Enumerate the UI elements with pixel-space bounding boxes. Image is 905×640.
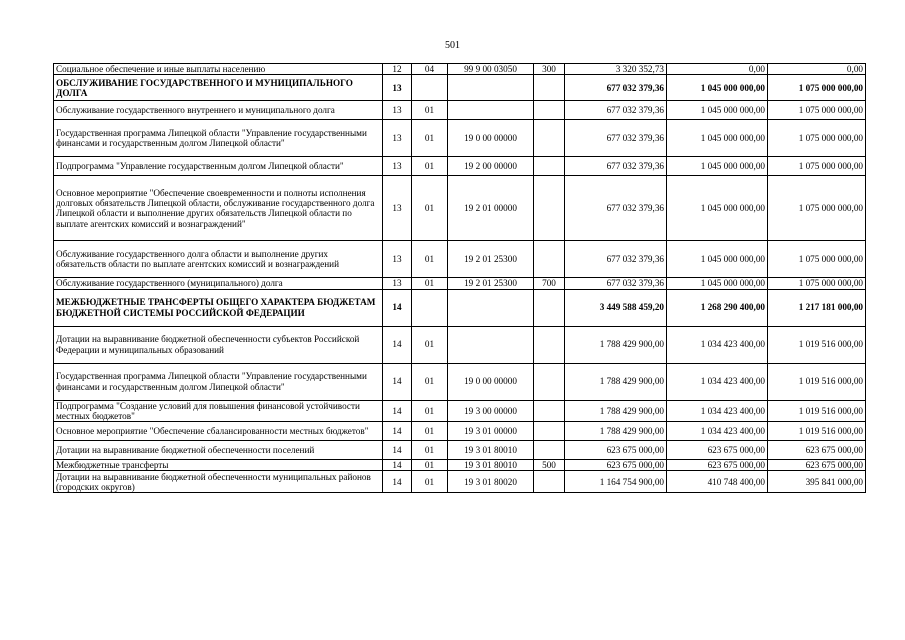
budget-table — [53, 63, 866, 493]
row-amount-2: 1 045 000 000,00 — [667, 75, 768, 101]
row-amount-2: 1 045 000 000,00 — [667, 241, 768, 278]
row-amount-3: 623 675 000,00 — [768, 441, 866, 460]
row-amount-3: 1 075 000 000,00 — [768, 241, 866, 278]
row-target-article — [448, 326, 534, 363]
row-amount-3: 623 675 000,00 — [768, 460, 866, 471]
row-target-article: 19 3 01 80010 — [448, 441, 534, 460]
table-row — [54, 157, 866, 176]
row-name: Дотации на выравнивание бюджетной обеспеченности субъектов Российской Федерации и муниципальных образований — [54, 326, 383, 363]
row-amount-3: 1 075 000 000,00 — [768, 278, 866, 289]
row-amount-3: 1 019 516 000,00 — [768, 400, 866, 422]
row-subsection — [412, 75, 448, 101]
row-amount-3: 1 075 000 000,00 — [768, 120, 866, 157]
table-row — [54, 176, 866, 241]
table-row — [54, 64, 866, 75]
table-row — [54, 422, 866, 441]
table-row — [54, 75, 866, 101]
row-subsection: 01 — [412, 422, 448, 441]
table-row — [54, 120, 866, 157]
row-name: Обслуживание государственного долга области и выполнение других обязательств области по выплате агентских комиссий и вознаграждений — [54, 241, 383, 278]
table-row — [54, 326, 866, 363]
row-name: Основное мероприятие "Обеспечение сбалансированности местных бюджетов" — [54, 422, 383, 441]
row-subsection: 01 — [412, 157, 448, 176]
row-target-article: 19 2 00 00000 — [448, 157, 534, 176]
page-number: 501 — [445, 40, 460, 51]
row-target-article: 19 2 01 25300 — [448, 278, 534, 289]
row-amount-3: 1 217 181 000,00 — [768, 289, 866, 326]
row-section: 14 — [383, 471, 412, 493]
row-amount-2: 0,00 — [667, 64, 768, 75]
row-amount-2: 1 045 000 000,00 — [667, 176, 768, 241]
row-target-article: 19 3 01 80010 — [448, 460, 534, 471]
row-target-article: 19 3 01 80020 — [448, 471, 534, 493]
row-amount-1: 677 032 379,36 — [565, 157, 667, 176]
row-amount-3: 0,00 — [768, 64, 866, 75]
table-row — [54, 460, 866, 471]
row-section: 14 — [383, 400, 412, 422]
row-amount-1: 677 032 379,36 — [565, 278, 667, 289]
row-amount-2: 1 034 423 400,00 — [667, 400, 768, 422]
row-section: 13 — [383, 241, 412, 278]
row-amount-1: 677 032 379,36 — [565, 176, 667, 241]
row-expense-type: 300 — [534, 64, 565, 75]
row-amount-1: 1 788 429 900,00 — [565, 363, 667, 400]
row-expense-type — [534, 441, 565, 460]
row-amount-3: 1 019 516 000,00 — [768, 422, 866, 441]
row-section: 14 — [383, 363, 412, 400]
row-name: Дотации на выравнивание бюджетной обеспеченности муниципальных районов (городских округов) — [54, 471, 383, 493]
row-expense-type — [534, 363, 565, 400]
row-amount-1: 1 788 429 900,00 — [565, 400, 667, 422]
row-amount-2: 1 268 290 400,00 — [667, 289, 768, 326]
row-expense-type — [534, 75, 565, 101]
row-expense-type — [534, 289, 565, 326]
row-amount-1: 623 675 000,00 — [565, 460, 667, 471]
table-row — [54, 278, 866, 289]
row-amount-2: 1 034 423 400,00 — [667, 326, 768, 363]
row-amount-3: 1 019 516 000,00 — [768, 326, 866, 363]
row-amount-3: 1 075 000 000,00 — [768, 75, 866, 101]
row-amount-2: 1 034 423 400,00 — [667, 422, 768, 441]
row-name: Межбюджетные трансферты — [54, 460, 383, 471]
row-amount-1: 1 788 429 900,00 — [565, 326, 667, 363]
row-subsection: 01 — [412, 363, 448, 400]
row-target-article: 19 3 01 00000 — [448, 422, 534, 441]
row-section: 13 — [383, 157, 412, 176]
row-name: ОБСЛУЖИВАНИЕ ГОСУДАРСТВЕННОГО И МУНИЦИПАЛЬНОГО ДОЛГА — [54, 75, 383, 101]
row-target-article — [448, 101, 534, 120]
table-row — [54, 101, 866, 120]
row-name: Подпрограмма "Создание условий для повышения финансовой устойчивости местных бюджетов" — [54, 400, 383, 422]
row-expense-type — [534, 326, 565, 363]
row-subsection: 01 — [412, 400, 448, 422]
row-expense-type — [534, 422, 565, 441]
row-expense-type — [534, 471, 565, 493]
row-section: 12 — [383, 64, 412, 75]
row-subsection: 01 — [412, 278, 448, 289]
row-amount-1: 3 320 352,73 — [565, 64, 667, 75]
row-target-article: 99 9 00 03050 — [448, 64, 534, 75]
table-body — [54, 64, 866, 493]
table-row — [54, 471, 866, 493]
row-subsection: 01 — [412, 460, 448, 471]
row-expense-type: 700 — [534, 278, 565, 289]
row-amount-3: 1 075 000 000,00 — [768, 157, 866, 176]
row-subsection: 01 — [412, 241, 448, 278]
row-amount-2: 410 748 400,00 — [667, 471, 768, 493]
row-section: 14 — [383, 289, 412, 326]
row-section: 13 — [383, 176, 412, 241]
row-amount-1: 677 032 379,36 — [565, 101, 667, 120]
row-name: Основное мероприятие "Обеспечение своевременности и полноты исполнения долговых обязательств Липецкой области, обслуживание государственного долга Липецкой области и выполнение других обязательств Липецкой области по выплате агентских комиссий и вознаграждений" — [54, 176, 383, 241]
row-amount-2: 1 045 000 000,00 — [667, 120, 768, 157]
row-name: Дотации на выравнивание бюджетной обеспеченности поселений — [54, 441, 383, 460]
row-target-article: 19 0 00 00000 — [448, 363, 534, 400]
row-name: Государственная программа Липецкой области "Управление государственными финансами и государственным долгом Липецкой области" — [54, 363, 383, 400]
row-name: Государственная программа Липецкой области "Управление государственными финансами и государственным долгом Липецкой области" — [54, 120, 383, 157]
table-row — [54, 363, 866, 400]
row-target-article — [448, 75, 534, 101]
row-expense-type — [534, 157, 565, 176]
row-section: 14 — [383, 460, 412, 471]
row-subsection: 01 — [412, 176, 448, 241]
row-expense-type — [534, 400, 565, 422]
row-subsection: 01 — [412, 326, 448, 363]
row-subsection: 01 — [412, 471, 448, 493]
row-subsection: 01 — [412, 101, 448, 120]
row-section: 14 — [383, 422, 412, 441]
row-target-article: 19 2 01 25300 — [448, 241, 534, 278]
row-section: 13 — [383, 75, 412, 101]
row-section: 13 — [383, 278, 412, 289]
row-subsection: 01 — [412, 441, 448, 460]
row-expense-type — [534, 101, 565, 120]
table-row — [54, 400, 866, 422]
row-subsection: 01 — [412, 120, 448, 157]
table-row — [54, 241, 866, 278]
row-expense-type: 500 — [534, 460, 565, 471]
row-expense-type — [534, 176, 565, 241]
row-section: 14 — [383, 326, 412, 363]
row-section: 14 — [383, 441, 412, 460]
row-amount-2: 1 045 000 000,00 — [667, 157, 768, 176]
row-amount-2: 623 675 000,00 — [667, 460, 768, 471]
row-expense-type — [534, 120, 565, 157]
row-amount-1: 3 449 588 459,20 — [565, 289, 667, 326]
row-expense-type — [534, 241, 565, 278]
row-amount-2: 623 675 000,00 — [667, 441, 768, 460]
row-amount-2: 1 034 423 400,00 — [667, 363, 768, 400]
row-amount-3: 1 075 000 000,00 — [768, 101, 866, 120]
row-amount-2: 1 045 000 000,00 — [667, 278, 768, 289]
row-section: 13 — [383, 120, 412, 157]
row-amount-1: 1 788 429 900,00 — [565, 422, 667, 441]
row-name: Обслуживание государственного (муниципального) долга — [54, 278, 383, 289]
row-amount-2: 1 045 000 000,00 — [667, 101, 768, 120]
row-name: Обслуживание государственного внутреннего и муниципального долга — [54, 101, 383, 120]
row-amount-3: 1 075 000 000,00 — [768, 176, 866, 241]
row-amount-1: 1 164 754 900,00 — [565, 471, 667, 493]
row-subsection: 04 — [412, 64, 448, 75]
table-row — [54, 289, 866, 326]
row-target-article: 19 2 01 00000 — [448, 176, 534, 241]
row-amount-1: 677 032 379,36 — [565, 120, 667, 157]
row-target-article: 19 3 00 00000 — [448, 400, 534, 422]
row-amount-1: 677 032 379,36 — [565, 75, 667, 101]
row-target-article — [448, 289, 534, 326]
row-name: Подпрограмма "Управление государственным долгом Липецкой области" — [54, 157, 383, 176]
row-subsection — [412, 289, 448, 326]
row-amount-1: 623 675 000,00 — [565, 441, 667, 460]
row-name: Социальное обеспечение и иные выплаты населению — [54, 64, 383, 75]
row-target-article: 19 0 00 00000 — [448, 120, 534, 157]
table-row — [54, 441, 866, 460]
row-section: 13 — [383, 101, 412, 120]
row-name: МЕЖБЮДЖЕТНЫЕ ТРАНСФЕРТЫ ОБЩЕГО ХАРАКТЕРА БЮДЖЕТАМ БЮДЖЕТНОЙ СИСТЕМЫ РОССИЙСКОЙ ФЕДЕРАЦИИ — [54, 289, 383, 326]
row-amount-3: 1 019 516 000,00 — [768, 363, 866, 400]
row-amount-3: 395 841 000,00 — [768, 471, 866, 493]
row-amount-1: 677 032 379,36 — [565, 241, 667, 278]
